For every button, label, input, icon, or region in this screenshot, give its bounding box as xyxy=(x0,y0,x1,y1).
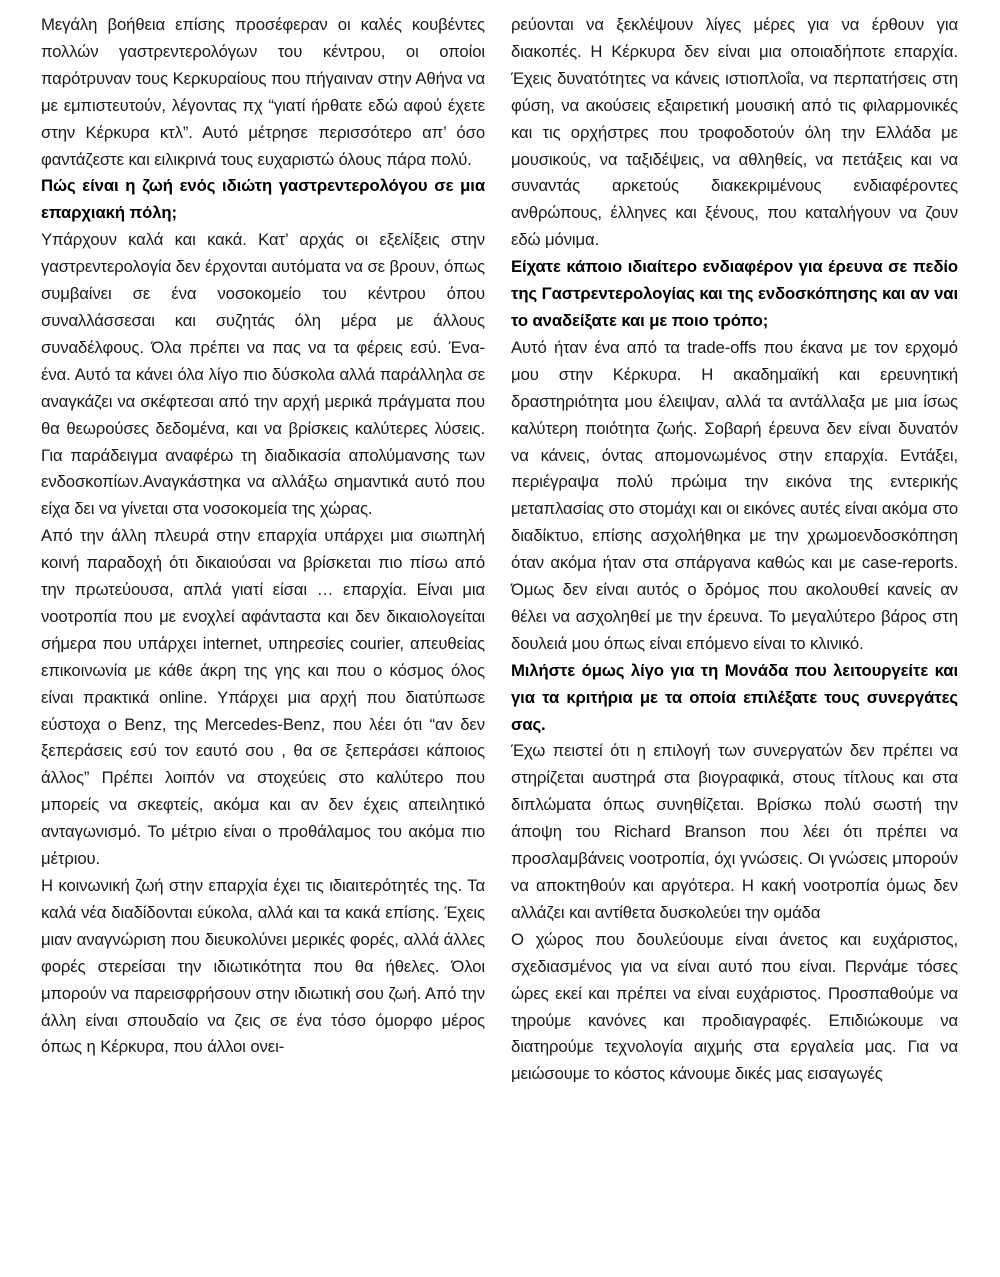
paragraph-pros-cons: Υπάρχουν καλά και κακά. Κατ’ αρχάς οι εξελίξεις στην γαστρεντερολογία δεν έρχονται αυτόματα να σε βρουν, όπως συμβαίνει σε ένα νοσοκομείο του κέντρου όπου συναλλάσσεσαι και συζητάς όλη μέρα με άλλους συναδέλφους. Όλα πρέπει να πας να τα φέρεις εσύ. Ένα-ένα. Αυτό τα κάνει όλα λίγο πιο δύσκολα αλλά παράλληλα σε αναγκάζει να σκέφτεσαι από την αρχή μερικά πράγματα που θα θεωρούσες δεδομένα, και να βρίσκεις καλύτερες λύσεις. Για παράδειγμα αναφέρω τη διαδικασία απολύμανσης των ενδοσκοπίων.Αναγκάστηκα να αλλάξω σημαντικά αυτό που είχα δει να γίνεται στα νοσοκομεία της χώρας. xyxy=(41,230,485,519)
paragraph-collaborators: Έχω πειστεί ότι η επιλογή των συνεργατών δεν πρέπει να στηρίζεται αυστηρά στα βιογραφικά, στους τίτλους και στα διπλώματα όπως συνηθίζεται. Βρίσκω πολύ σωστή την άποψη του Richard Branson που λέει ότι πρέπει να προσλαμβάνεις νοοτροπία, όχι γνώσεις. Οι γνώσεις μπορούν να αποκτηθούν και αργότερα. Η κακή νοοτροπία όμως δεν αλλάζει και αντίθετα δυσκολεύει την ομάδα xyxy=(511,741,958,922)
paragraph-workspace: Ο χώρος που δουλεύουμε είναι άνετος και ευχάριστος, σχεδιασμένος για να είναι αυτό που είναι. Περνάμε τόσες ώρες εκεί και πρέπει να είναι ευχάριστος. Προσπαθούμε να τηρούμε κανόνες και προδιαγραφές. Επιδιώκουμε να διατηρούμε τεχνολογία αιχμής στα εργαλεία μας. Για να μειώσουμε το κόστος κάνουμε δικές μας εισαγωγές xyxy=(511,929,958,1084)
question-heading-research: Είχατε κάποιο ιδιαίτερο ενδιαφέρον για έρευνα σε πεδίο της Γαστρεντερολογίας και της ενδοσκόπησης και αν ναι το αναδείξατε και με ποιο τρόπο; xyxy=(511,257,958,330)
paragraph-corfu: ρεύονται να ξεκλέψουν λίγες μέρες για να έρθουν για διακοπές. Η Κέρκυρα δεν είναι μια οποιαδήποτε επαρχία. Έχεις δυνατότητες να κάνεις ιστιοπλοΐα, να περπατήσεις στη φύση, να ακούσεις εξαιρετική μουσική από τις φιλαρμονικές και τις ορχήστρες που τροφοδοτούν όλη την Ελλάδα με μουσικούς, να ταξιδέψεις, να αθληθείς, να πετάξεις και να συναντάς αρκετούς διακεκριμένους ενδιαφέροντες ανθρώπους, έλληνες και ξένους, που καταλήγουν να ζουν εδώ μόνιμα. xyxy=(511,15,958,250)
right-column xyxy=(511,12,958,1088)
paragraph-social-life: Η κοινωνική ζωή στην επαρχία έχει τις ιδιαιτερότητές της. Τα καλά νέα διαδίδονται εύκολα, αλλά και τα κακά επίσης. Έχεις μιαν αναγνώριση που διευκολύνει μερικές φορές, αλλά άλλες φορές στερείσαι την ιδιωτικότητα που θα ήθελες. Όλοι μπορούν να παρεισφρήσουν στην ιδιωτική σου ζωή. Από την άλλη είναι σπουδαίο να ζεις σε ένα τόσο όμορφο μέρος όπως η Κέρκυρα, που άλλοι ονει- xyxy=(41,876,485,1057)
paragraph-gratitude: Μεγάλη βοήθεια επίσης προσέφεραν οι καλές κουβέντες πολλών γαστρεντερολόγων του κέντρου, οι οποίοι παρότρυναν τους Κερκυραίους που πήγαιναν στην Αθήνα να με εμπιστευτούν, λέγοντας πχ “γιατί ήρθατε εδώ αφού έχετε στην Κέρκυρα κτλ”. Αυτό μέτρησε περισσότερο απ’ όσο φαντάζεστε και ειλικρινά τους ευχαριστώ όλους πάρα πολύ. xyxy=(41,15,485,169)
left-column xyxy=(41,12,485,1061)
question-heading-unit: Μιλήστε όμως λίγο για τη Μονάδα που λειτουργείτε και για τα κριτήρια με τα οποία επιλέξατε τους συνεργάτες σας. xyxy=(511,660,958,734)
paragraph-mentality: Από την άλλη πλευρά στην επαρχία υπάρχει μια σιωπηλή κοινή παραδοχή ότι δικαιούσαι να βρίσκεται πιο πίσω από την πρωτεύουσα, απλά γιατί είσαι … επαρχία. Είναι μια νοοτροπία που με ενοχλεί αφάνταστα και δεν δικαιολογείται σήμερα που υπάρχει internet, υπηρεσίες courier, απευθείας επικοινωνία με κάθε άκρη της γης και που ο κόσμος όλος είναι πρακτικά online. Υπάρχει μια αρχή που διατύπωσε εύστοχα ο Benz, της Mercedes-Benz, που λέει ότι “αν δεν ξεπεράσεις εσύ τον εαυτό σου , θα σε ξεπεράσει κάποιος άλλος” Πρέπει λοιπόν να στοχεύεις στο καλύτερο που μπορείς να σκεφτείς, ακόμα και αν δεν έχεις απειλητικό ανταγωνισμό. Το μέτριο είναι ο προθάλαμος του ακόμα πιο μέτριου. xyxy=(41,526,485,869)
question-heading-provincial-life: Πώς είναι η ζωή ενός ιδιώτη γαστρεντερολόγου σε μια επαρχιακή πόλη; xyxy=(41,176,485,223)
paragraph-research: Αυτό ήταν ένα από τα trade-offs που έκανα με τον ερχομό μου στην Κέρκυρα. Η ακαδημαϊκή και ερευνητική δραστηριότητα μου έλειψαν, αλλά τα αντάλλαξα με μια ίσως καλύτερη ποιότητα ζωής. Σοβαρή έρευνα δεν είναι δυνατόν να κάνεις, όντας απομονωμένος στην επαρχία. Εντάξει, περιέγραψα πολύ πρώιμα την εικόνα της εντερικής μεταπλασίας στο στομάχι και οι εικόνες αυτές είναι ακόμα στο διαδίκτυο, επίσης ασχολήθηκα με την χρωμοενδοσκόπηση όταν ακόμα ήταν στα σπάργανα καθώς και με case-reports. Όμως δεν είναι αυτός ο δρόμος που ακολουθεί κανείς αν θέλει να ασχοληθεί με την έρευνα. Το μεγαλύτερο βάρος στη δουλειά μου όπως είναι επόμενο είναι το κλινικό. xyxy=(511,337,958,653)
